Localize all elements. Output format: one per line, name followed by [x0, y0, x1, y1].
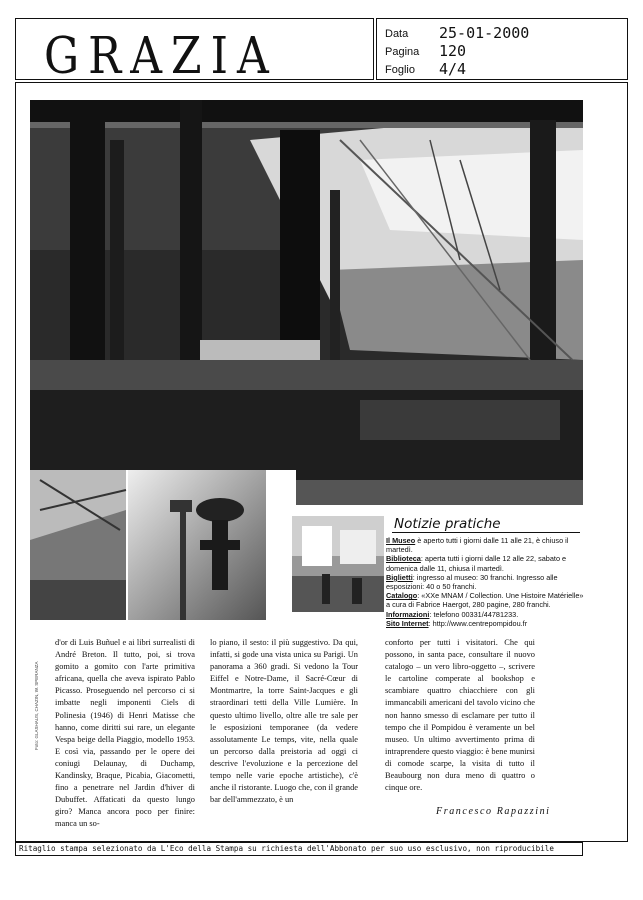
- photo-credit: Foto: GLASHAUS, CHAZIN, W. SPERANZA: [34, 661, 39, 750]
- info-biglietti-text: : ingresso al museo: 30 franchi. Ingresso alle esposizioni: 40 o 50 franchi.: [386, 572, 558, 592]
- info-biblioteca-text: : aperta tutti i giorni dalle 12 alle 22, sabato e domenica dalle 11, chiusa il martedì.: [386, 554, 567, 573]
- article-column-3-text: conforto per tutti i visitatori. Che qui possono, in santa pace, consultare il nuovo catalogo – un vero libro-oggetto –, scrivere le cartoline comperate al bookshop e scambiare quattro chiacchiere con gli immancabili americani del tavolo vicino che non hanno smesso di esclamare per tutto il tempo che il Pompidou è veramente un bel museo. Un ultimo avvertimento prima di intraprendere questo viaggio: è bene munirsi di comode scarpe, la visita di tutto il Beaubourg non dura meno di quattro o cinque ore.: [385, 638, 535, 793]
- article-column-3: [385, 637, 535, 794]
- info-informazioni-text: : telefono 00331/44781233.: [429, 609, 519, 619]
- info-biblioteca-label: Biblioteca: [386, 554, 421, 564]
- meta-label-pagina: Pagina: [385, 46, 420, 58]
- article-column-2: [210, 637, 358, 806]
- info-title: Notizie pratiche: [394, 516, 501, 532]
- masthead-box: [15, 18, 374, 86]
- sculpture-photos: [30, 470, 296, 620]
- museum-interior-photo: [30, 100, 583, 505]
- info-informazioni-label: Informazioni: [386, 609, 430, 619]
- article-column-2-text: lo piano, il sesto: il più suggestivo. Da qui, infatti, si gode una vista unica su Parigi. Un panorama a 360 gradi. Si vedono la Tour Eiffel e Notre-Dame, il Sacré-Cœur di Montmartre, la torre Saint-Jacques e gli straordinari tetti della Ville Lumière. In questo ultimo livello, oltre alle tre sale per le esposizioni temporanee (da vedere assolutamente Le temps, vite, nella quale un percorso dalla preistoria ad oggi ci descrive l'evoluzione e la percezione del tempo nelle varie epoche artistiche), c'è anche il ristorante. Luogo che, con il grande bar dell'ammezzato, è un: [210, 638, 358, 805]
- footer-disclaimer: Ritaglio stampa selezionato da L'Eco della Stampa su richiesta dell'Abbonato per suo uso esclusivo, non riproducibile: [15, 842, 583, 856]
- masthead-title: GRAZIA: [44, 27, 278, 86]
- info-biglietti-label: Biglietti: [386, 572, 413, 582]
- meta-value-data: 25-01-2000: [439, 24, 530, 42]
- article-author: Francesco Rapazzini: [436, 806, 551, 817]
- info-catalogo-text: : «XXe MNAM / Collection. Une Histoire Matérielle» a cura di Fabrice Haergot, 280 pagine, 280 franchi.: [386, 591, 584, 610]
- meta-box: [376, 18, 628, 80]
- practical-info-box: [292, 514, 584, 634]
- meta-value-foglio: 4/4: [439, 60, 467, 78]
- info-museo-label: Il Museo: [386, 536, 416, 545]
- meta-label-foglio: Foglio: [385, 64, 415, 76]
- gallery-thumbnail-photo: [292, 516, 384, 612]
- info-title-rule: [392, 532, 580, 533]
- info-catalogo-label: Catalogo: [386, 591, 418, 601]
- info-sito-text: : http://www.centrepompidou.fr: [428, 618, 528, 628]
- meta-label-data: Data: [385, 28, 409, 40]
- info-museo-text: è aperto tutti i giorni dalle 11 alle 21, è chiuso il martedì.: [386, 536, 569, 555]
- article-column-1: [55, 637, 195, 831]
- info-sito-label: Sito Internet: [386, 618, 429, 628]
- article-column-1-text: d'or di Luis Buñuel e ai libri surrealisti di André Breton. Il tutto, poi, si trova gomito a gomito con l'arte primitiva africana, quella che aveva ispirato Pablo Picasso. Proseguendo nel percorso ci si imbatte negli imponenti Ciels di Polinesia (1946) di Henri Matisse che hanno, come diritti sui rare, un elegante Vespa beige della Piaggio, modello 1953. E così via, passando per le opere dei coniugi Delaunay, di Duchamp, Kandinsky, Braque, Picabia, Giacometti, fino a penetrare nel Jardin d'hiver di Dubuffet. Affaticati da questo lungo giro? Manca ancora poco per finire: manca un so-: [55, 638, 195, 829]
- meta-value-pagina: 120: [439, 42, 467, 60]
- info-text: [386, 536, 584, 628]
